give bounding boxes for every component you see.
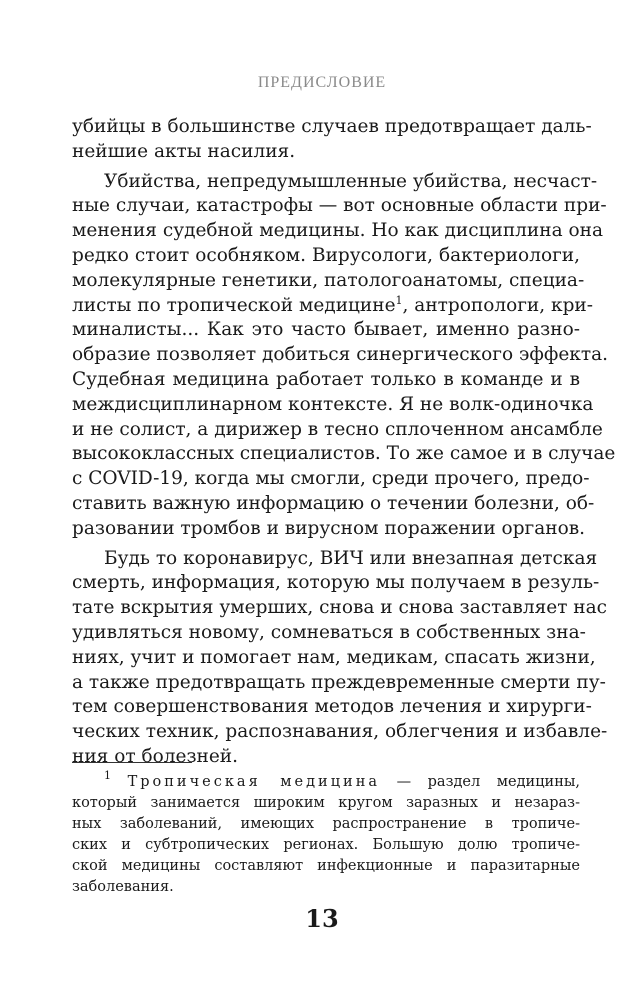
body-line: с COVID-19, когда мы смогли, среди прочего, предо-	[72, 468, 590, 490]
body-line-with-footnote-ref	[72, 293, 593, 318]
body-line: разовании тромбов и вирусном поражении органов.	[72, 517, 586, 539]
body-line: нейшие акты насилия.	[72, 140, 296, 162]
page-number: 13	[305, 904, 339, 933]
body-line: удивляться новому, сомневаться в собственных зна-	[72, 622, 586, 643]
footnote-line: заболевания.	[72, 879, 174, 895]
body-line: Судебная медицина работает только в команде и в	[72, 369, 580, 390]
body-line: ческих техник, распознавания, облегчения и избавле-	[72, 721, 608, 743]
body-line: а также предотвращать преждевременные смерти пу-	[72, 671, 606, 693]
body-line: междисциплинарном контексте. Я не волк-одиночка	[72, 393, 594, 415]
footnote-line: ных заболеваний, имеющих распространение в тропиче-	[72, 816, 580, 832]
footnote-text: — раздел медицины,	[380, 774, 581, 790]
footnote-reference: 1	[395, 293, 403, 307]
footnote-line: ских и субтропических регионах. Большую долю тропиче-	[72, 837, 580, 853]
body-line: миналисты... Как это часто бывает, именно разно-	[72, 319, 580, 341]
footnote-term: Тропическая медицина	[127, 774, 381, 790]
body-line: ния от болезней.	[72, 746, 239, 767]
body-line: убийцы в большинстве случаев предотвращает даль-	[72, 116, 592, 137]
body-line: смерть, информация, которую мы получаем в резуль-	[72, 572, 600, 594]
footnote-line: ской медицины составляют инфекционные и паразитарные	[72, 858, 580, 874]
body-line: и не солист, а дирижер в тесно сплоченном ансамбле	[72, 418, 603, 440]
body-line: тате вскрытия умерших, снова и снова заставляет нас	[72, 597, 608, 619]
body-line: высококлассных специалистов. То же самое и в случае	[72, 443, 616, 465]
body-line-text: , антропологи, кри-	[402, 294, 593, 316]
body-line: ставить важную информацию о течении болезни, об-	[72, 493, 595, 514]
footnote-line	[104, 769, 581, 793]
footnote-line: который занимается широким кругом заразных и незараз-	[72, 795, 580, 811]
body-line: образие позволяет добиться синергического эффекта.	[72, 344, 608, 366]
body-line: ниях, учит и помогает нам, медикам, спасать жизни,	[72, 646, 596, 668]
footnote-marker: 1	[104, 769, 111, 782]
body-line: тем совершенствования методов лечения и хирурги-	[72, 696, 592, 718]
body-line: менения судебной медицины. Но как дисциплина она	[72, 220, 603, 242]
body-line-text: листы по тропической медицине	[72, 294, 396, 316]
body-line: редко стоит особняком. Вирусологи, бактериологи,	[72, 245, 580, 266]
running-header: ПРЕДИСЛОВИЕ	[257, 74, 387, 91]
body-line: Убийства, непредумышленные убийства, несчаст-	[104, 170, 598, 192]
body-line: Будь то коронавирус, ВИЧ или внезапная детская	[104, 547, 598, 569]
body-line: молекулярные генетики, патологоанатомы, специа-	[72, 269, 585, 291]
body-line: ные случаи, катастрофы — вот основные области при-	[72, 195, 607, 217]
